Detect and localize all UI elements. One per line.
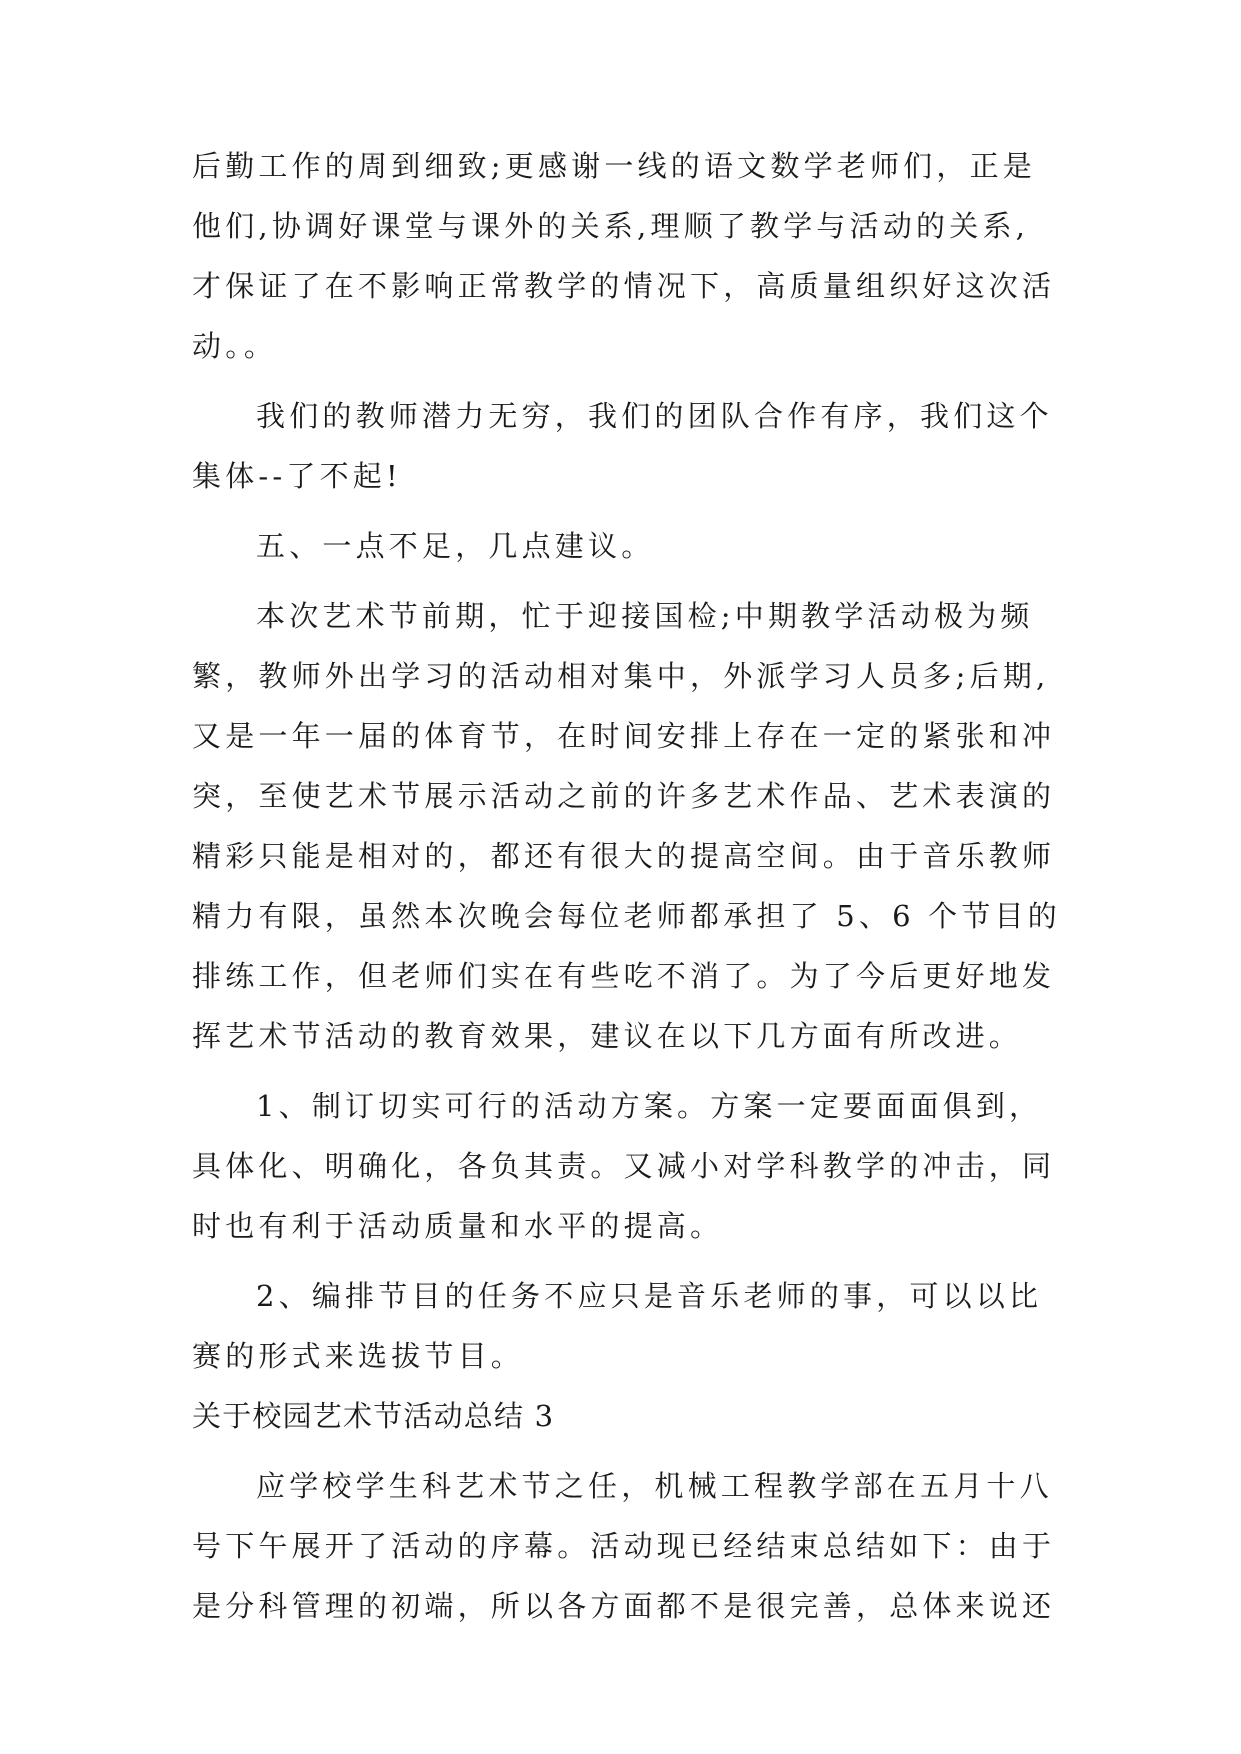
paragraph-first-line: 应学校学生科艺术节之任，机械工程教学部在五月十八 bbox=[256, 1469, 1053, 1503]
paragraph-first-line: 2、编排节目的任务不应只是音乐老师的事，可以以比 bbox=[256, 1279, 1043, 1313]
text-line: 动。。 bbox=[192, 329, 278, 363]
paragraph-first-line: 本次艺术节前期，忙于迎接国检;中期教学活动极为频 bbox=[256, 599, 1034, 633]
text-line: 排练工作，但老师们实在有些吃不消了。为了今后更好地发 bbox=[192, 959, 1056, 993]
text-line: 突，至使艺术节展示活动之前的许多艺术作品、艺术表演的 bbox=[192, 779, 1056, 813]
text-line: 集体--了不起! bbox=[192, 459, 402, 493]
text-line: 时也有利于活动质量和水平的提高。 bbox=[192, 1209, 724, 1243]
text-line: 具体化、明确化，各负其责。又减小对学科教学的冲击，同 bbox=[192, 1149, 1056, 1183]
text-line: 精彩只能是相对的，都还有很大的提高空间。由于音乐教师 bbox=[192, 839, 1056, 873]
section-heading: 五、一点不足，几点建议。 bbox=[256, 529, 655, 563]
text-line: 才保证了在不影响正常教学的情况下，高质量组织好这次活 bbox=[192, 269, 1056, 303]
text-line: 他们,协调好课堂与课外的关系,理顺了教学与活动的关系, bbox=[192, 209, 1030, 243]
text-line: 精力有限，虽然本次晚会每位老师都承担了 5、6 个节目的 bbox=[192, 899, 1061, 933]
text-line: 又是一年一届的体育节，在时间安排上存在一定的紧张和冲 bbox=[192, 719, 1056, 753]
paragraph-first-line: 我们的教师潜力无穷，我们的团队合作有序，我们这个 bbox=[256, 399, 1053, 433]
text-line: 挥艺术节活动的教育效果，建议在以下几方面有所改进。 bbox=[192, 1019, 1023, 1053]
text-line: 号下午展开了活动的序幕。活动现已经结束总结如下：由于 bbox=[192, 1529, 1056, 1563]
text-line: 赛的形式来选拔节目。 bbox=[192, 1339, 525, 1373]
text-line: 后勤工作的周到细致;更感谢一线的语文数学老师们，正是 bbox=[192, 149, 1036, 183]
text-line: 是分科管理的初端，所以各方面都不是很完善，总体来说还 bbox=[192, 1589, 1056, 1623]
paragraph-first-line: 1、制订切实可行的活动方案。方案一定要面面俱到， bbox=[256, 1089, 1043, 1123]
text-line: 繁，教师外出学习的活动相对集中，外派学习人员多;后期, bbox=[192, 659, 1050, 693]
section-title: 关于校园艺术节活动总结 3 bbox=[192, 1399, 555, 1433]
